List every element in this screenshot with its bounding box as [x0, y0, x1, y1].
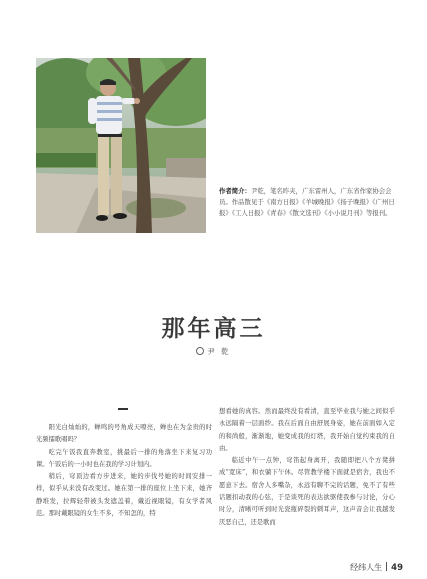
page-footer [350, 562, 403, 573]
byline [0, 346, 427, 357]
text-column-left [36, 422, 212, 520]
section-number-one [118, 408, 128, 410]
text-column-right [219, 406, 395, 529]
paragraph: 吃完午饭我直奔教室，挑最后一排的角落坐下来复习功课。午饭后的一小时也在我的学习计划内。 [36, 448, 212, 468]
page-number: 49 [391, 563, 403, 573]
author-name: 尹 乾 [207, 347, 231, 356]
bullet-icon [196, 347, 204, 355]
paragraph: 稍后，穹顶边看方步进来，她的步伐号她的时间安排一样，似乎从来没有改变过。她在第一排的座位上坐下来，她齐静堆发，拉辉轻带被头发遮盖着，戴近视眼镜，有女学者风范。那时戴眼镜的女生不多，不知怎的，特 [36, 473, 212, 518]
author-photo-image [36, 58, 206, 233]
footer-divider [386, 562, 387, 571]
paragraph: 阳光白灿灿的，蝉鸣的号角成天嘹亮，蝉也在为金贵的时光频擂歌唱吗？ [36, 424, 212, 444]
magazine-name: 经纬人生 [350, 563, 383, 572]
paragraph: 临近中午一点钟，穹笛起身离开，我随即把八个方凳拼成“宽床”，和衣躺下午休。尽管教学楼下面就是宿舍，我也不愿意下去。宿舍人多嘴杂，永远有聊不完的话题，免不了有些话题扣动我的心弦，于是谈死的表达欲驱使我参与讨论，分心时分，清晰可听到时光瓷瓶碎裂的刺耳声，这声音会让我越发厌恶自己，还是歌而 [219, 457, 395, 526]
bio-text: 尹乾，笔名昨夹，广东雷州人，广东省作家协会会员。作品散见于《南方日报》《羊城晚报》《扬子晚报》《广州日报》《工人日报》《青春》《散文选刊》《小小说月刊》等报刊。 [219, 187, 395, 217]
author-photo [36, 58, 206, 233]
paragraph: 想看她的真容。然而最终没有看清，直至毕业我与她之间似乎永远隔着一层面纱。我在后面自由舒展身姿，她在前面如入定的和尚般，渐渐地，她变成我的灯塔，我开始自觉约束我的自由。 [219, 408, 395, 452]
author-bio [219, 186, 399, 219]
bio-label: 作者简介： [219, 187, 251, 195]
article-title: 那年高三 [161, 316, 266, 342]
